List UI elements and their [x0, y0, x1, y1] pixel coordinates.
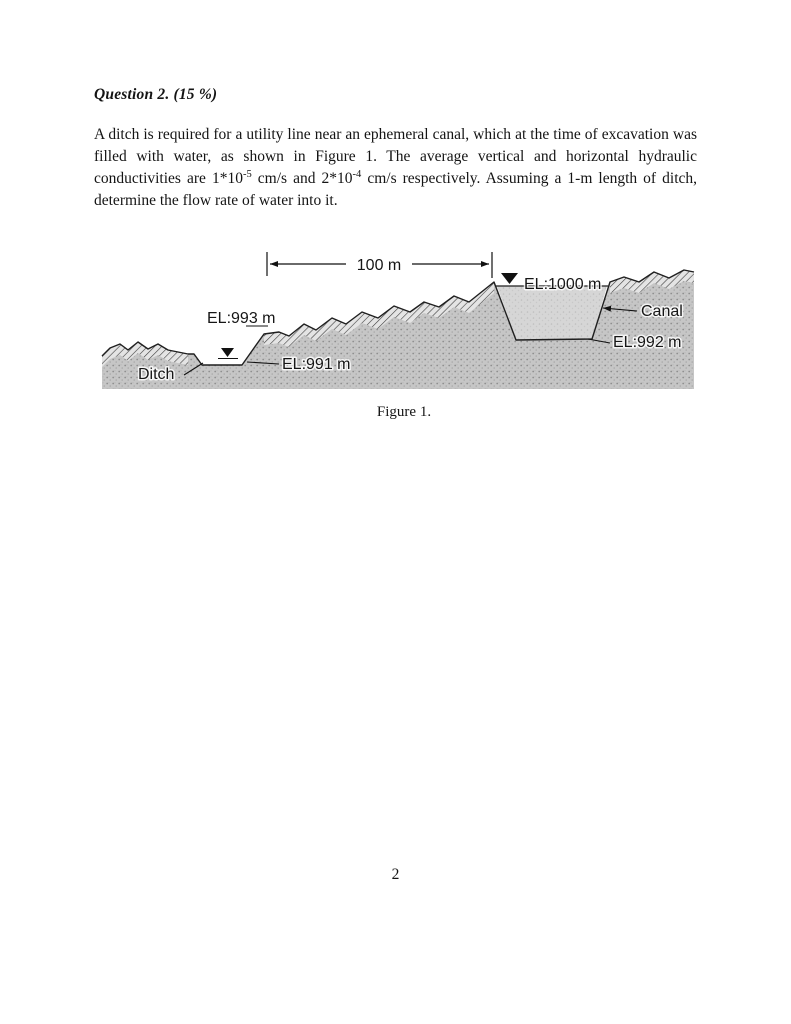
body-text-2: cm/s and 2*10 — [251, 170, 353, 187]
cross-section-drawing — [94, 244, 714, 396]
question-body — [94, 124, 697, 212]
page-number: 2 — [391, 866, 400, 883]
body-text-1: A ditch is required for a utility line near an ephemeral canal, which at the time of excavation was filled with water, as shown in Figure 1. The average vertical and horizontal hydraulic conductivities are 1*10 — [94, 126, 697, 187]
canal-label: Canal — [641, 303, 683, 320]
exponent-2: -4 — [352, 168, 362, 180]
el-992-label: EL:992 m — [613, 334, 682, 351]
dimension-label: 100 m — [356, 257, 402, 274]
ditch-label: Ditch — [138, 366, 175, 383]
body-text-3: cm/s respectively. Assuming a 1-m length of ditch, determine the flow rate of water into it. — [94, 170, 698, 209]
question-title: Question 2. (15 %) — [94, 86, 218, 103]
el-991-label: EL:991 m — [282, 356, 351, 373]
canal-water-level-marker — [501, 273, 518, 284]
el-993-label: EL:993 m — [207, 310, 276, 327]
ditch-water-level-marker — [218, 348, 238, 359]
exponent-1: -5 — [242, 168, 252, 180]
el-1000-label: EL:1000 m — [524, 276, 602, 293]
figure-1 — [94, 244, 714, 421]
figure-caption: Figure 1. — [376, 404, 432, 420]
